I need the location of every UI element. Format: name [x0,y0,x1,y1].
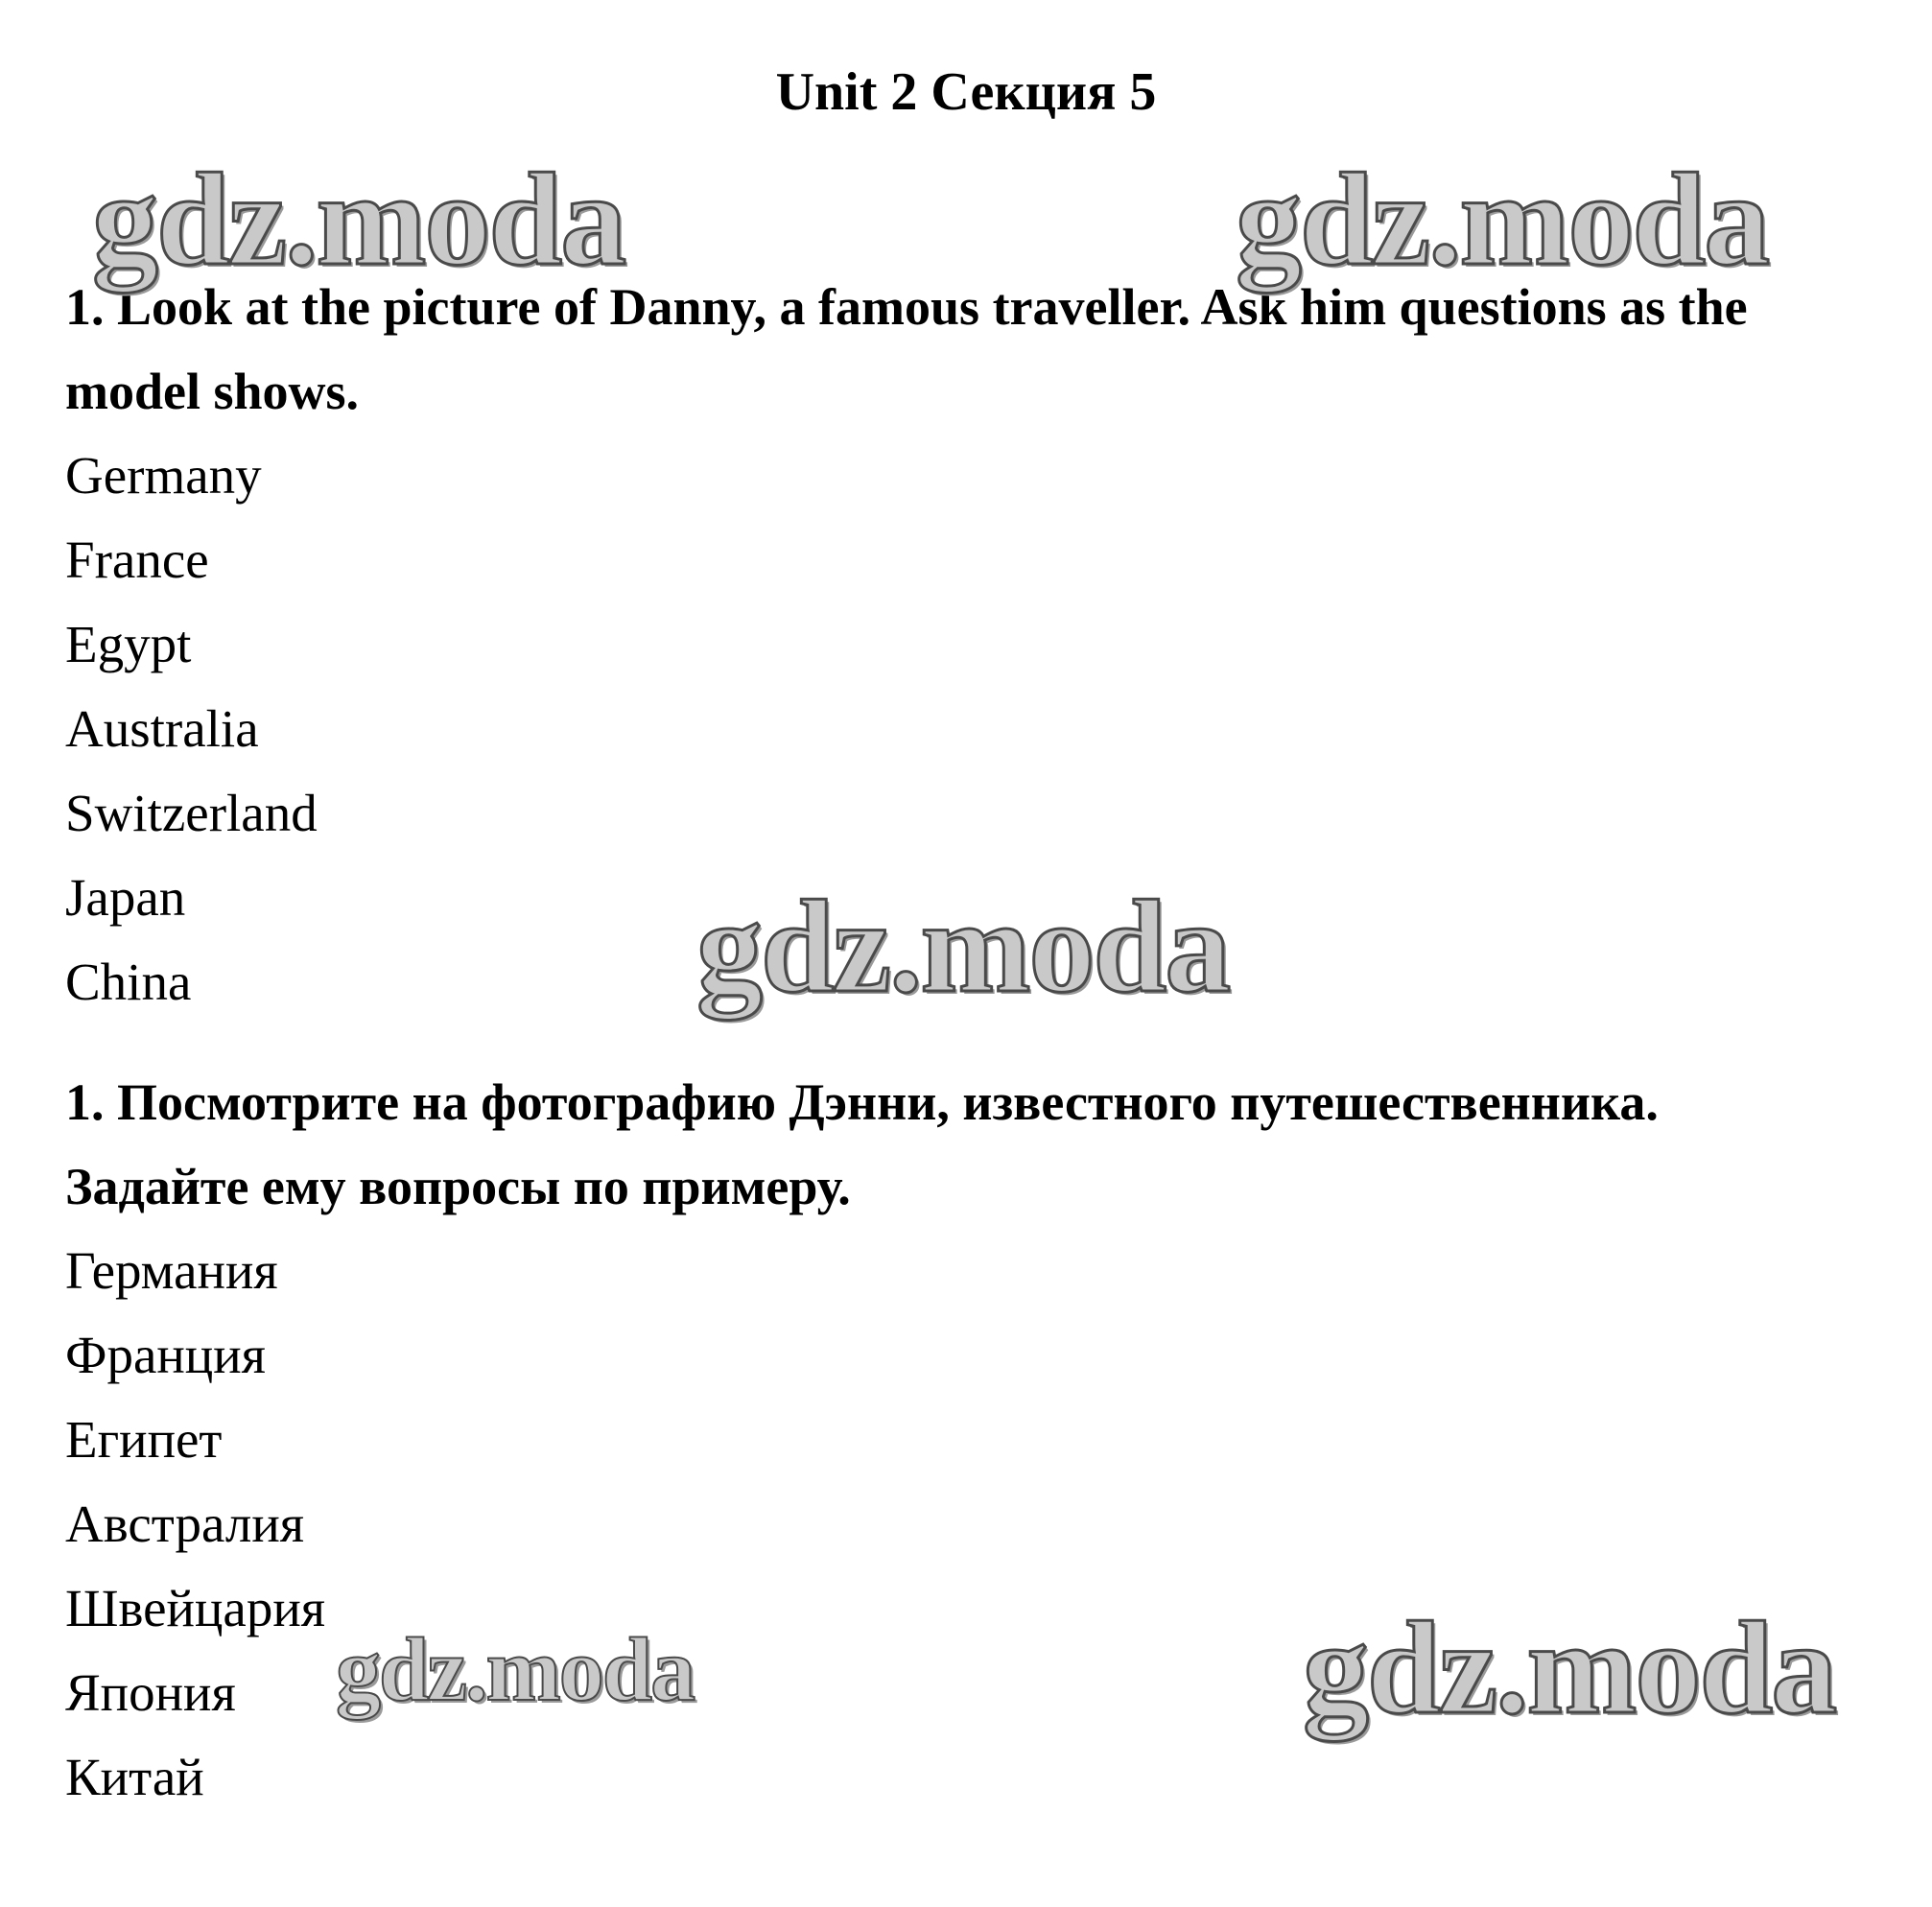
country-item: Швейцария [65,1579,326,1637]
country-item: France [65,530,209,589]
watermark-logo: gdz.moda [696,873,1230,1020]
country-item: Egypt [65,615,192,673]
country-item: Франция [65,1326,266,1384]
country-item: China [65,953,192,1011]
country-item: Египет [65,1410,223,1469]
page-title: Unit 2 Секция 5 [775,62,1157,122]
russian-heading-line-2: Задайте ему вопросы по примеру. [65,1158,851,1215]
watermark-logo: gdz.moda [336,1620,695,1720]
country-item: Germany [65,446,262,505]
country-item: Китай [65,1748,204,1806]
watermark-logo: gdz.moda [1236,146,1769,293]
russian-heading-line-1: 1. Посмотрите на фотографию Дэнни, известного путешественника. [65,1073,1659,1131]
country-item: Australia [65,699,259,758]
russian-heading [65,1060,1907,1229]
english-heading-line-2: model shows. [65,363,360,420]
country-item: Германия [65,1241,278,1300]
english-heading-line-1: 1. Look at the picture of Danny, a famous traveller. Ask him questions as the [65,278,1748,336]
country-item: Япония [65,1663,236,1722]
country-item: Австралия [65,1495,305,1553]
country-item: Switzerland [65,784,318,842]
watermark-logo: gdz.moda [92,146,625,293]
country-item: Japan [65,868,186,927]
watermark-logo: gdz.moda [1303,1594,1836,1741]
